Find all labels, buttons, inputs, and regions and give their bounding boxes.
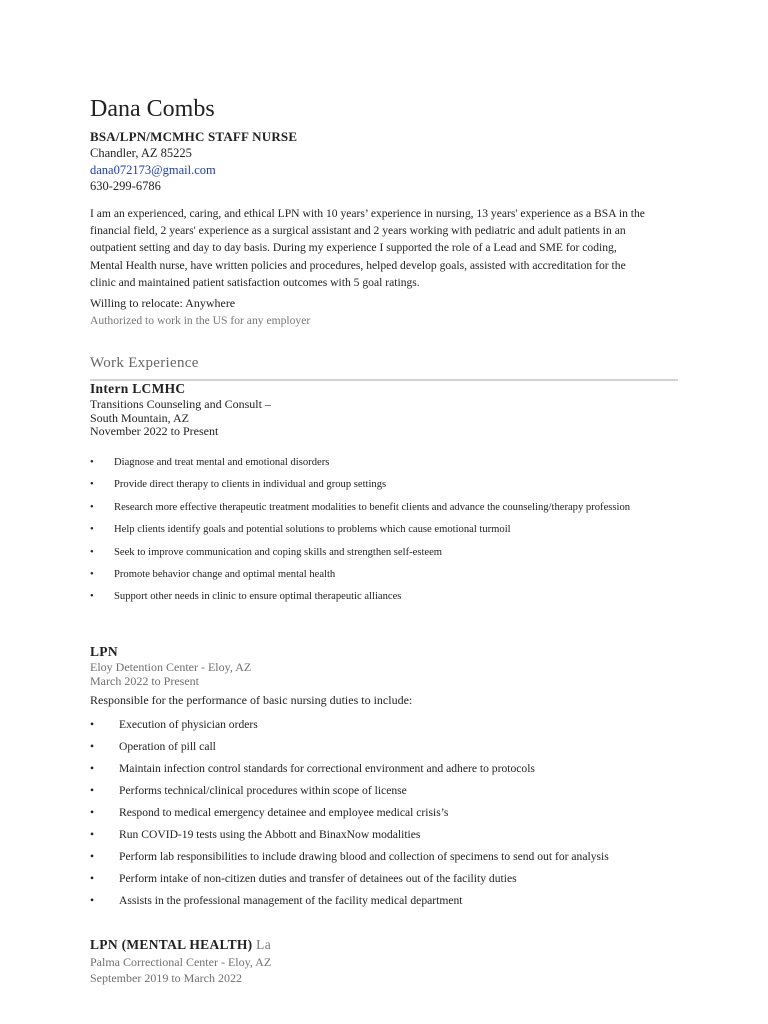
- list-item: • Maintain infection control standards for correctional environment and adhere to protocols: [90, 762, 535, 775]
- job-company: Palma Correctional Center - Eloy, AZ: [90, 955, 272, 969]
- bullet-icon: •: [90, 740, 95, 753]
- relocate-text: Willing to relocate: Anywhere: [90, 296, 236, 310]
- bullet-icon: •: [90, 784, 95, 797]
- bullet-icon: •: [90, 457, 94, 468]
- phone: 630-299-6786: [90, 179, 161, 193]
- list-item: • Help clients identify goals and potential solutions to problems which cause emotional turmoil: [90, 524, 511, 536]
- list-item: • Perform lab responsibilities to include drawing blood and collection of specimens to send out for analysis: [90, 850, 609, 863]
- list-item: • Assists in the professional management of the facility medical department: [90, 894, 463, 907]
- bullet-icon: •: [90, 591, 94, 603]
- list-item: • Execution of physician orders: [90, 718, 258, 731]
- bullet-icon: •: [90, 894, 95, 907]
- list-item: • Performs technical/clinical procedures within scope of license: [90, 784, 407, 797]
- list-item: • Run COVID-19 tests using the Abbott and BinaxNow modalities: [90, 828, 421, 841]
- bullet-icon: •: [90, 718, 95, 731]
- list-item: • Respond to medical emergency detainee and employee medical crisis’s: [90, 806, 449, 819]
- job-location: South Mountain, AZ: [90, 411, 190, 425]
- bullet-icon: •: [90, 872, 95, 885]
- job-title: LPN (MENTAL HEALTH) La: [90, 937, 272, 952]
- email-link[interactable]: dana072173@gmail.com: [90, 163, 216, 177]
- section-title-work-experience: Work Experience: [90, 355, 199, 371]
- summary-paragraph: I am an experienced, caring, and ethical LPN with 10 years’ experience in nursing, 13 years' experience as a BSA in the financial field, 2 years' experience as a surgical assistant and 2 years working with pediatric and adult patients in an outpatient setting and day to day basis. During my experience I supported the role of a Lead and SME for coding, Mental Health nurse, have written policies and procedures, helped develop goals, assisted with accreditation for the clinic and maintained patient satisfaction outcomes with 5 goal ratings.: [90, 207, 645, 289]
- candidate-name: Dana Combs: [90, 96, 215, 122]
- job-company: Eloy Detention Center - Eloy, AZ: [90, 660, 252, 674]
- list-item: • Seek to improve communication and coping skills and strengthen self-esteem: [90, 546, 443, 558]
- job-dates: November 2022 to Present: [90, 424, 219, 438]
- list-item: • Diagnose and treat mental and emotional disorders: [90, 457, 330, 468]
- job-title: Intern LCMHC: [90, 381, 186, 396]
- bullet-icon: •: [90, 806, 95, 819]
- job-duties-list: [90, 457, 630, 614]
- bullet-icon: •: [90, 479, 94, 491]
- job-title-suffix: La: [256, 937, 272, 952]
- bullet-icon: •: [90, 568, 94, 580]
- bullet-icon: •: [90, 828, 95, 841]
- list-item: • Support other needs in clinic to ensure optimal therapeutic alliances: [90, 591, 402, 603]
- bullet-icon: •: [90, 501, 94, 513]
- list-item: • Promote behavior change and optimal mental health: [90, 568, 336, 580]
- bullet-icon: •: [90, 546, 94, 558]
- bullet-icon: •: [90, 762, 95, 775]
- list-item: • Research more effective therapeutic treatment modalities to benefit clients and advance the counseling/therapy profession: [90, 501, 631, 513]
- list-item: • Perform intake of non-citizen duties and transfer of detainees out of the facility duties: [90, 872, 517, 885]
- work-authorization: Authorized to work in the US for any employer: [90, 314, 311, 327]
- list-item: • Provide direct therapy to clients in individual and group settings: [90, 479, 387, 491]
- bullet-icon: •: [90, 850, 95, 863]
- job-title: LPN: [90, 644, 118, 659]
- location: Chandler, AZ 85225: [90, 146, 192, 160]
- job-duties-list: [90, 718, 609, 916]
- headline: BSA/LPN/MCMHC STAFF NURSE: [90, 129, 298, 144]
- job-company: Transitions Counseling and Consult –: [90, 397, 271, 411]
- job-intro: Responsible for the performance of basic nursing duties to include:: [90, 693, 413, 707]
- list-item: • Operation of pill call: [90, 740, 216, 753]
- bullet-icon: •: [90, 524, 94, 536]
- job-dates: September 2019 to March 2022: [90, 971, 242, 985]
- job-dates: March 2022 to Present: [90, 674, 199, 688]
